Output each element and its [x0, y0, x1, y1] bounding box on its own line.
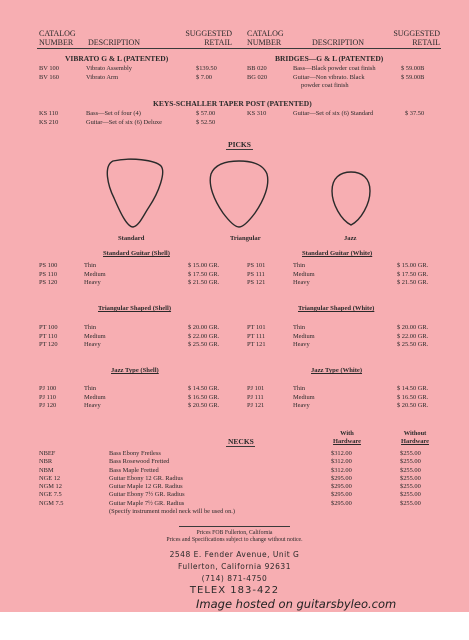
table-row: PT 110 Medium $ 22.00 GR. PT 111 Medium $ 22.00 GR. — [39, 332, 429, 340]
col-without-hardware: Without Hardware — [401, 430, 429, 445]
change-notice: Prices and Specifications subject to change without notice. — [166, 537, 303, 543]
triangular-pick-label: Triangular — [230, 235, 261, 242]
jazz-pick-icon — [329, 170, 373, 228]
table-row: (Specify instrument model neck will be used on.) — [109, 508, 236, 516]
table-row: PS 120 Heavy $ 21.50 GR. PS 121 Heavy $ 21.50 GR. — [39, 279, 429, 287]
table-row: PJ 120 Heavy $ 20.50 GR. PJ 121 Heavy $ 20.50 GR. — [39, 402, 429, 410]
list-item: BB 020 Bass—Black powder coat finish $ 59.00B — [247, 65, 425, 72]
header-description-left: DESCRIPTION — [88, 38, 141, 47]
table-row: NGM 12 Guitar Maple 12 GR. Radius $295.00 $255.00 — [39, 483, 421, 491]
header-catalog-left: CATALOG NUMBER — [39, 29, 76, 47]
table-row: NGE 12 Guitar Ebony 12 GR. Radius $295.00 $255.00 — [39, 474, 421, 482]
necks-title: NECKS — [228, 437, 254, 446]
list-item: BV 160 Vibrato Arm $ 7.00 — [39, 73, 212, 81]
necks-title-rule — [226, 446, 255, 447]
bridges-list — [0, 65, 469, 91]
table-row: PS 110 Medium $ 17.50 GR. PS 111 Medium $ 17.50 GR. — [39, 270, 429, 278]
col-with-hardware: With Hardware — [333, 430, 361, 445]
list-item: KS 110 Bass—Set of four (4) $ 57.00 KS 310 Guitar—Set of six (6) Standard $ 37.50 — [39, 110, 425, 117]
standard-shell-title: Standard Guitar (Shell) — [103, 250, 170, 257]
table-row: NGE 7.5 Guitar Ebony 7½ GR. Radius $295.00 $255.00 — [39, 491, 421, 499]
header-catalog-right: CATALOG NUMBER — [247, 29, 284, 47]
header-retail-right: SUGGESTED RETAIL — [393, 29, 440, 47]
list-item: powder coat finish — [301, 82, 349, 90]
table-row: NBM Bass Maple Fretted $312.00 $255.00 — [39, 466, 421, 474]
standard-pick-label: Standard — [118, 235, 145, 242]
table-row: PJ 110 Medium $ 16.50 GR. PJ 111 Medium $ 16.50 GR. — [39, 393, 429, 401]
footer-rule — [179, 526, 290, 527]
vibrato-title: VIBRATO G & L (PATENTED) — [65, 54, 169, 63]
table-row: PT 100 Thin $ 20.00 GR. PT 101 Thin $ 20.00 GR. — [39, 324, 429, 331]
table-row: PS 100 Thin $ 15.00 GR. PS 101 Thin $ 15.00 GR. — [39, 262, 429, 269]
phone-number: (714) 871-4750 — [201, 574, 268, 583]
watermark: Image hosted on guitarsbyleo.com — [196, 597, 397, 611]
list-item: KS 210 Guitar—Set of six (6) Deluxe $ 52.50 — [39, 118, 216, 126]
list-item: BG 020 Guitar—Non vibrato. Black $ 59.00B — [247, 73, 425, 81]
picks-title-rule — [226, 149, 253, 150]
header-retail-left: SUGGESTED RETAIL — [185, 29, 232, 47]
triangular-pick-list — [0, 324, 469, 350]
triangular-white-title: Triangular Shaped (White) — [298, 305, 375, 312]
fob-note: Prices FOB Fullerton, California — [196, 530, 273, 536]
triangular-pick-icon — [207, 158, 271, 230]
table-row: NBR Bass Rosewood Fretted $312.00 $255.00 — [39, 458, 421, 466]
triangular-shell-title: Triangular Shaped (Shell) — [98, 305, 172, 312]
jazz-shell-title: Jazz Type (Shell) — [111, 367, 159, 374]
keys-title: KEYS-SCHALLER TAPER POST (PATENTED) — [153, 99, 312, 108]
bridges-title: BRIDGES—G & L (PATENTED) — [275, 54, 384, 63]
table-row: NGM 7.5 Guitar Maple 7½ GR. Radius $295.00 $255.00 — [39, 499, 421, 507]
table-row: PJ 100 Thin $ 14.50 GR. PJ 101 Thin $ 14.50 GR. — [39, 385, 429, 392]
standard-white-title: Standard Guitar (White) — [302, 250, 373, 257]
telex-number: TELEX 183-422 — [189, 585, 280, 596]
necks-list — [0, 450, 469, 516]
address-line-2: Fullerton, California 92631 — [178, 562, 291, 571]
picks-title: PICKS — [228, 140, 251, 149]
address-line-1: 2548 E. Fender Avenue, Unit G — [169, 550, 300, 559]
table-row: PT 120 Heavy $ 25.50 GR. PT 121 Heavy $ 25.50 GR. — [39, 341, 429, 349]
list-item: BV 100 Vibrato Assembly $139.50 — [39, 65, 217, 72]
table-row: NBEF Bass Ebony Fretless $312.00 $255.00 — [39, 450, 421, 457]
jazz-pick-label: Jazz — [344, 235, 357, 242]
header-rule — [37, 48, 441, 49]
standard-pick-icon — [103, 158, 165, 230]
jazz-white-title: Jazz Type (White) — [311, 367, 363, 374]
standard-pick-list — [0, 262, 469, 288]
header-description-right: DESCRIPTION — [312, 38, 365, 47]
keys-list — [0, 110, 469, 127]
jazz-pick-list — [0, 385, 469, 411]
